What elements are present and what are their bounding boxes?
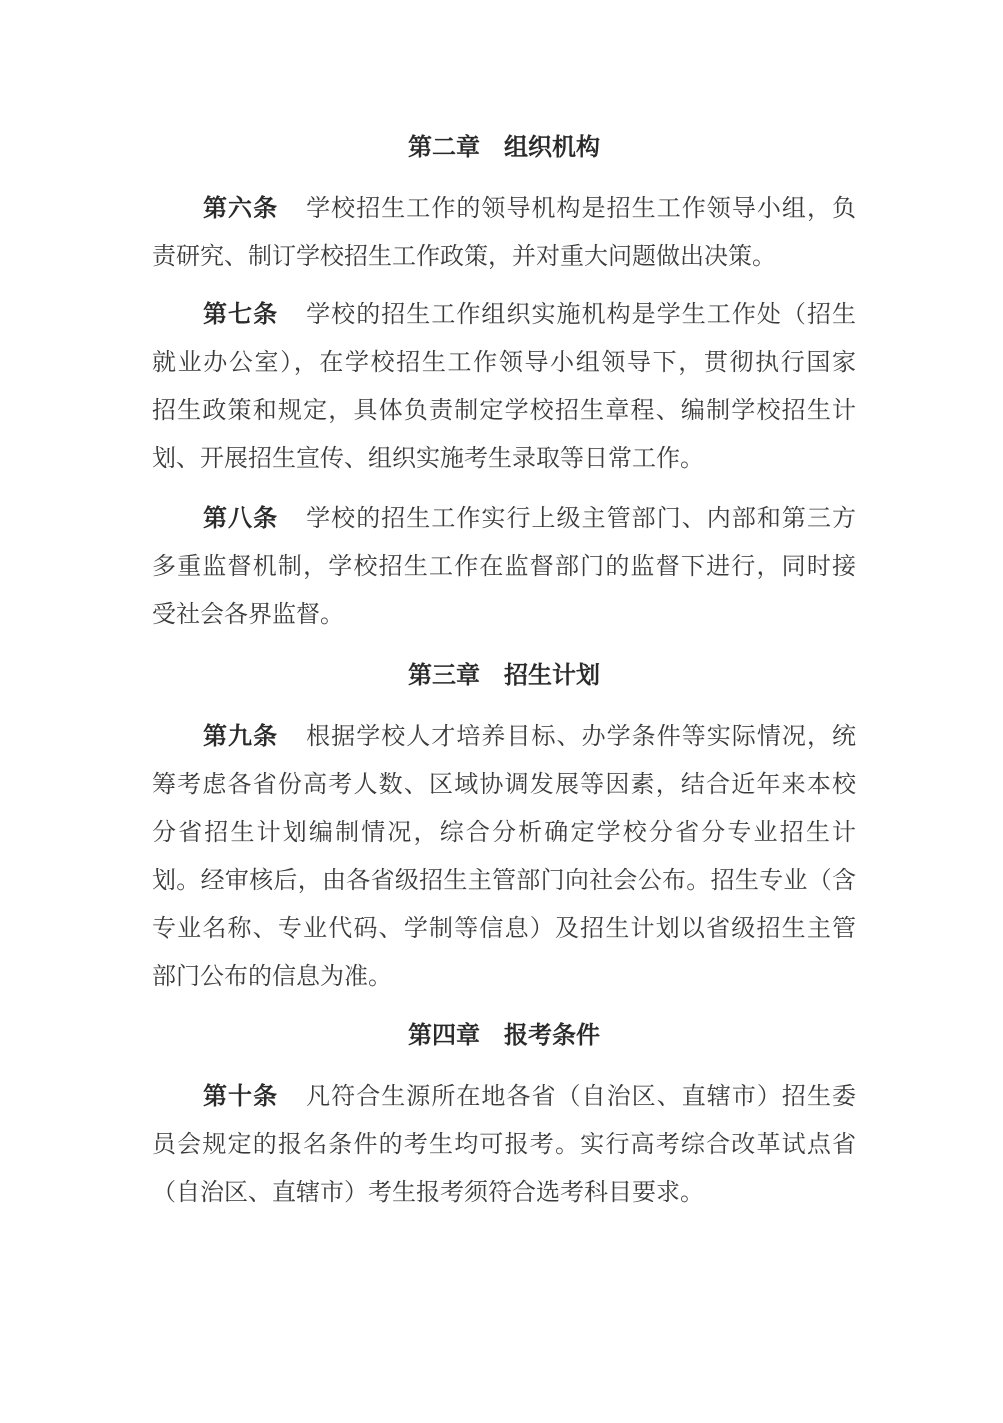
article-label: 第六条 — [203, 194, 279, 222]
article-line: 责研究、制订学校招生工作政策，并对重大问题做出决策。 — [152, 242, 776, 270]
article-text: 凡符合生源所在地各省（自治区、直辖市）招生委 — [306, 1082, 856, 1110]
article-line: 专业名称、专业代码、学制等信息）及招生计划以省级招生主管 — [152, 914, 856, 942]
article-label: 第七条 — [203, 300, 279, 328]
article-line: 部门公布的信息为准。 — [152, 962, 392, 990]
article-text: 学校招生工作的领导机构是招生工作领导小组，负 — [306, 194, 856, 222]
article-6 — [152, 184, 856, 280]
article-line — [152, 290, 856, 338]
article-line: 就业办公室），在学校招生工作领导小组领导下，贯彻执行国家 — [152, 348, 856, 376]
article-line — [152, 712, 856, 760]
article-9 — [152, 712, 856, 1000]
article-line: （自治区、直辖市）考生报考须符合选考科目要求。 — [152, 1178, 704, 1206]
article-line: 招生政策和规定，具体负责制定学校招生章程、编制学校招生计 — [152, 396, 856, 424]
article-label: 第八条 — [203, 504, 279, 532]
article-line: 员会规定的报名条件的考生均可报考。实行高考综合改革试点省 — [152, 1130, 856, 1158]
article-line: 筹考虑各省份高考人数、区域协调发展等因素，结合近年来本校 — [152, 770, 856, 798]
chapter-heading: 第三章 招生计划 — [408, 661, 600, 689]
article-line — [152, 494, 856, 542]
article-line: 受社会各界监督。 — [152, 600, 344, 628]
article-text: 根据学校人才培养目标、办学条件等实际情况，统 — [306, 722, 856, 750]
chapter-heading: 第二章 组织机构 — [408, 133, 600, 161]
article-text: 学校的招生工作组织实施机构是学生工作处（招生 — [306, 300, 856, 328]
article-10 — [152, 1072, 856, 1216]
article-line: 划。经审核后，由各省级招生主管部门向社会公布。招生专业（含 — [152, 866, 856, 894]
article-label: 第九条 — [203, 722, 279, 750]
article-line: 分省招生计划编制情况，综合分析确定学校分省分专业招生计 — [152, 818, 856, 846]
article-line: 划、开展招生宣传、组织实施考生录取等日常工作。 — [152, 444, 704, 472]
article-label: 第十条 — [203, 1082, 279, 1110]
chapter-heading: 第四章 报考条件 — [408, 1021, 600, 1049]
article-8 — [152, 494, 856, 638]
article-line: 多重监督机制，学校招生工作在监督部门的监督下进行，同时接 — [152, 552, 856, 580]
article-line — [152, 184, 856, 232]
article-text: 学校的招生工作实行上级主管部门、内部和第三方 — [306, 504, 856, 532]
article-line — [152, 1072, 856, 1120]
article-7 — [152, 290, 856, 482]
